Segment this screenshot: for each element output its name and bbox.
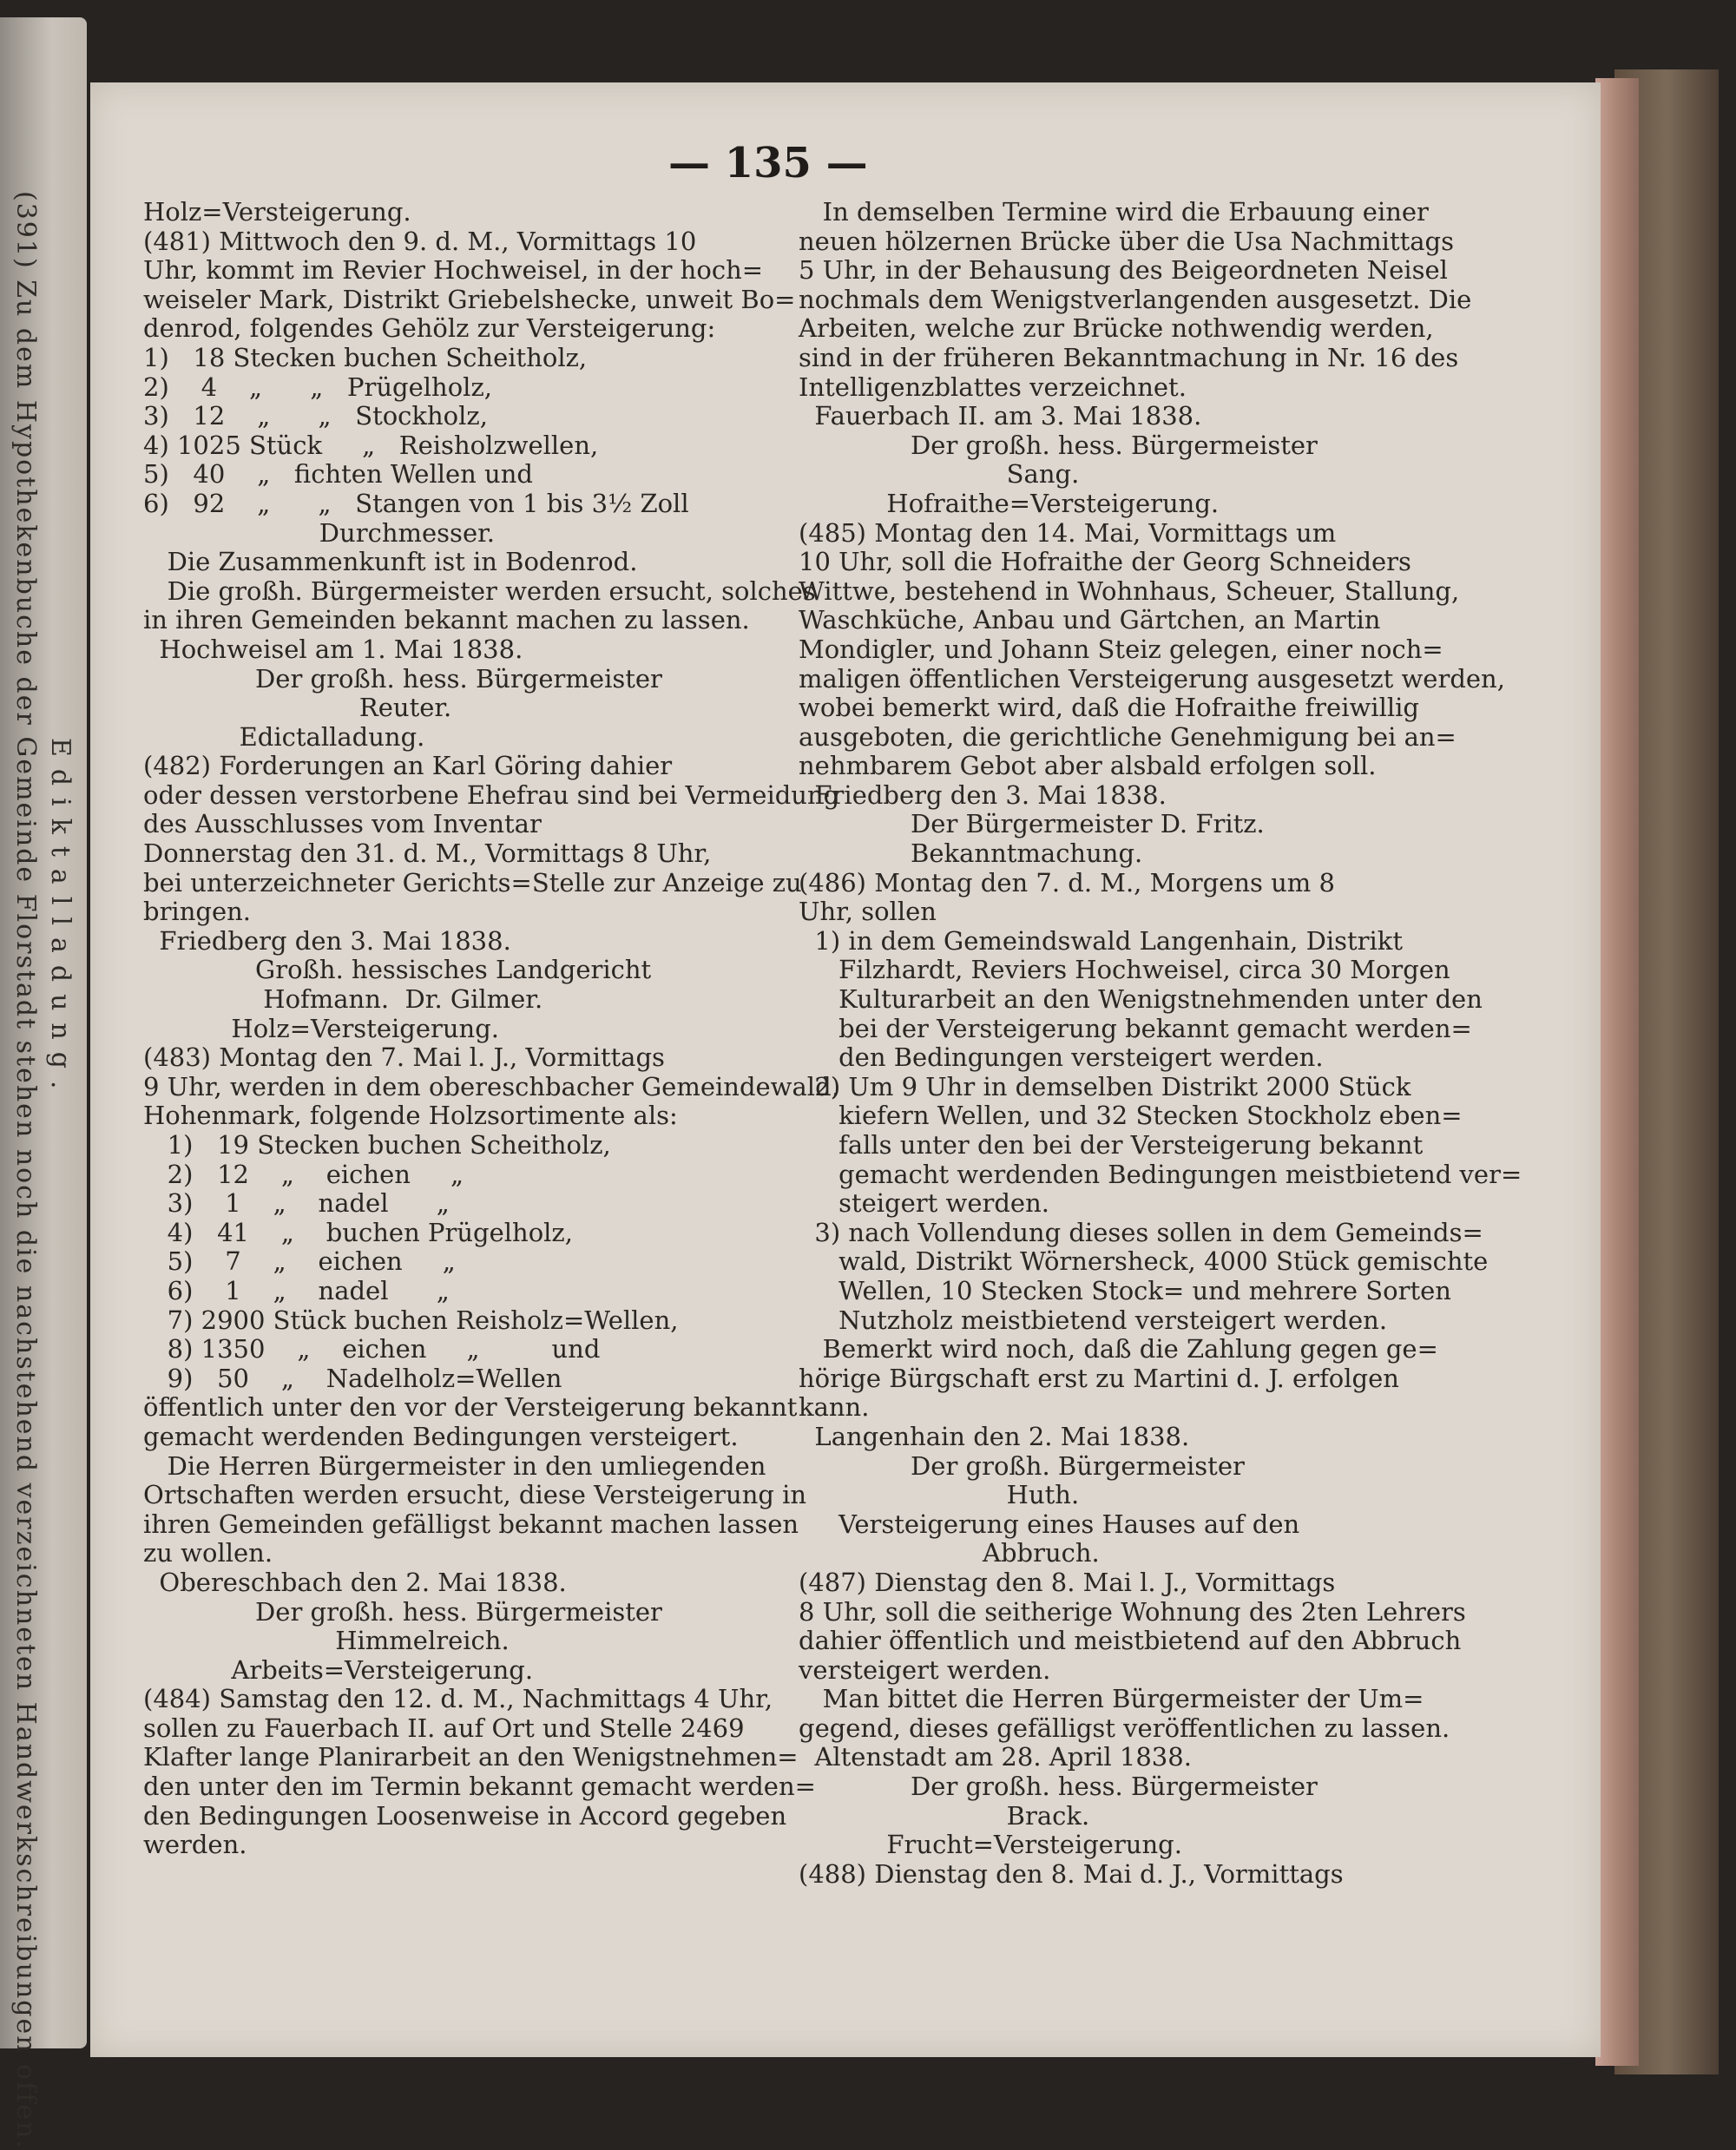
text-line: nehmbarem Gebot aber alsbald erfolgen soll. bbox=[799, 751, 1377, 781]
text-line: gemacht werdenden Bedingungen meistbietend ver= bbox=[799, 1159, 1522, 1189]
text-line: Der großh. hess. Bürgermeister bbox=[799, 430, 1318, 460]
text-line: wald, Distrikt Wörnersheck, 4000 Stück gemischte bbox=[799, 1246, 1489, 1277]
text-line: 1) 18 Stecken buchen Scheitholz, bbox=[143, 342, 588, 372]
text-line: Donnerstag den 31. d. M., Vormittags 8 Uhr, bbox=[143, 838, 712, 869]
text-line: 9) 50 „ Nadelholz=Wellen bbox=[143, 1363, 562, 1393]
text-line: gemacht werdenden Bedingungen versteigert. bbox=[143, 1421, 739, 1451]
text-line: Uhr, kommt im Revier Hochweisel, in der hoch= bbox=[143, 255, 764, 286]
text-line: 3) 1 „ nadel „ bbox=[143, 1188, 450, 1219]
text-line: falls unter den bei der Versteigerung bekannt bbox=[799, 1130, 1424, 1160]
text-line: maligen öffentlichen Versteigerung ausgesetzt werden, bbox=[799, 663, 1505, 694]
text-line: 1) 19 Stecken buchen Scheitholz, bbox=[143, 1130, 611, 1160]
text-line: oder dessen verstorbene Ehefrau sind bei Vermeidung bbox=[143, 779, 840, 810]
text-line: gegend, dieses gefälligst veröffentlichen zu lassen. bbox=[799, 1713, 1450, 1743]
text-line: sollen zu Fauerbach II. auf Ort und Stelle 2469 bbox=[143, 1713, 745, 1743]
text-line: neuen hölzernen Brücke über die Usa Nachmittags bbox=[799, 226, 1455, 256]
text-line: Der großh. Bürgermeister bbox=[799, 1450, 1245, 1481]
text-line: Abbruch. bbox=[799, 1538, 1100, 1568]
text-line: 10 Uhr, soll die Hofraithe der Georg Schneiders bbox=[799, 547, 1411, 577]
text-line: Intelligenzblattes verzeichnet. bbox=[799, 371, 1187, 402]
text-line: bei der Versteigerung bekannt gemacht werden= bbox=[799, 1013, 1472, 1043]
text-line: Frucht=Versteigerung. bbox=[799, 1830, 1182, 1860]
text-line: Nutzholz meistbietend versteigert werden. bbox=[799, 1305, 1388, 1335]
text-line: steigert werden. bbox=[799, 1188, 1049, 1219]
text-line: 6) 92 „ „ Stangen von 1 bis 3½ Zoll bbox=[143, 488, 689, 518]
text-line: 9 Uhr, werden in dem obereschbacher Gemeindewald, bbox=[143, 1071, 839, 1101]
text-line: (481) Mittwoch den 9. d. M., Vormittags 10 bbox=[143, 226, 697, 256]
page-edges bbox=[1595, 78, 1639, 2066]
text-line: In demselben Termine wird die Erbauung einer bbox=[799, 197, 1429, 227]
text-line: Der Bürgermeister D. Fritz. bbox=[799, 809, 1265, 839]
text-line: Filzhardt, Reviers Hochweisel, circa 30 Morgen bbox=[799, 955, 1450, 985]
text-line: Holz=Versteigerung. bbox=[143, 1013, 500, 1043]
text-line: 1) in dem Gemeindswald Langenhain, Distrikt bbox=[799, 925, 1403, 956]
text-line: Wittwe, bestehend in Wohnhaus, Scheuer, Stallung, bbox=[799, 575, 1460, 606]
text-line: sind in der früheren Bekanntmachung in Nr. 16 des bbox=[799, 342, 1459, 372]
text-line: Arbeits=Versteigerung. bbox=[143, 1654, 534, 1685]
text-line: Hohenmark, folgende Holzsortimente als: bbox=[143, 1101, 678, 1131]
text-line: Kulturarbeit an den Wenigstnehmenden unter den bbox=[799, 984, 1483, 1015]
previous-page-edge bbox=[0, 17, 87, 2150]
text-line: Obereschbach den 2. Mai 1838. bbox=[143, 1567, 567, 1597]
text-line: Edictalladung. bbox=[143, 721, 425, 752]
text-line: (483) Montag den 7. Mai l. J., Vormittags bbox=[143, 1042, 665, 1073]
vertical-margin-heading: Ediktalladung. bbox=[45, 738, 76, 1101]
text-line: 8) 1350 „ eichen „ und bbox=[143, 1334, 601, 1364]
text-line: (482) Forderungen an Karl Göring dahier bbox=[143, 751, 673, 781]
text-line: Reuter. bbox=[143, 693, 452, 723]
text-line: Hofraithe=Versteigerung. bbox=[799, 488, 1220, 518]
text-line: Man bittet die Herren Bürgermeister der Um= bbox=[799, 1684, 1424, 1714]
text-line: kiefern Wellen, und 32 Stecken Stockholz eben= bbox=[799, 1101, 1463, 1131]
text-line: Langenhain den 2. Mai 1838. bbox=[799, 1421, 1190, 1451]
text-line: bei unterzeichneter Gerichts=Stelle zur Anzeige zu bbox=[143, 867, 802, 897]
text-line: 3) 12 „ „ Stockholz, bbox=[143, 401, 488, 431]
text-line: Friedberg den 3. Mai 1838. bbox=[143, 925, 511, 956]
text-line: 8 Uhr, soll die seitherige Wohnung des 2ten Lehrers bbox=[799, 1596, 1466, 1627]
text-line: 5 Uhr, in der Behausung des Beigeordneten Neisel bbox=[799, 255, 1448, 286]
vertical-margin-note: (391) Zu dem Hypothekenbuche der Gemeinde Florstadt stehen noch die nachstehend verzeichneten Handwerkschreibungen offen. bbox=[10, 191, 41, 2150]
text-line: Friedberg den 3. Mai 1838. bbox=[799, 779, 1167, 810]
text-line: Der großh. hess. Bürgermeister bbox=[799, 1772, 1318, 1802]
text-line: Mondigler, und Johann Steiz gelegen, einer noch= bbox=[799, 634, 1443, 664]
text-line: Huth. bbox=[799, 1480, 1080, 1510]
text-line: 5) 7 „ eichen „ bbox=[143, 1246, 456, 1277]
text-line: Der großh. hess. Bürgermeister bbox=[143, 663, 662, 694]
text-line: öffentlich unter den vor der Versteigerung bekannt bbox=[143, 1392, 798, 1423]
text-line: Wellen, 10 Stecken Stock= und mehrere Sorten bbox=[799, 1275, 1451, 1305]
text-line: (485) Montag den 14. Mai, Vormittags um bbox=[799, 517, 1337, 548]
text-line: Die großh. Bürgermeister werden ersucht, solches bbox=[143, 575, 816, 606]
text-line: Versteigerung eines Hauses auf den bbox=[799, 1509, 1300, 1539]
text-line: werden. bbox=[143, 1830, 247, 1860]
text-line: Hochweisel am 1. Mai 1838. bbox=[143, 634, 523, 664]
text-line: den unter den im Termin bekannt gemacht werden= bbox=[143, 1772, 816, 1802]
text-line: 6) 1 „ nadel „ bbox=[143, 1275, 450, 1305]
text-line: Durchmesser. bbox=[143, 517, 495, 548]
text-line: denrod, folgendes Gehölz zur Versteigerung: bbox=[143, 313, 716, 344]
text-line: 3) nach Vollendung dieses sollen in dem Gemeinds= bbox=[799, 1217, 1483, 1247]
text-line: 2) Um 9 Uhr in demselben Distrikt 2000 Stück bbox=[799, 1071, 1411, 1101]
text-line: Ortschaften werden ersucht, diese Versteigerung in bbox=[143, 1480, 807, 1510]
text-line: dahier öffentlich und meistbietend auf den Abbruch bbox=[799, 1626, 1462, 1656]
text-line: ausgeboten, die gerichtliche Genehmigung bei an= bbox=[799, 721, 1457, 752]
left-text-column bbox=[143, 197, 840, 1860]
text-line: weiseler Mark, Distrikt Griebelshecke, unweit Bo= bbox=[143, 284, 796, 314]
text-line: des Ausschlusses vom Inventar bbox=[143, 809, 542, 839]
text-line: Brack. bbox=[799, 1800, 1090, 1831]
text-line: Fauerbach II. am 3. Mai 1838. bbox=[799, 401, 1202, 431]
text-line: den Bedingungen Loosenweise in Accord gegeben bbox=[143, 1800, 787, 1831]
text-line: Großh. hessisches Landgericht bbox=[143, 955, 652, 985]
text-line: den Bedingungen versteigert werden. bbox=[799, 1042, 1324, 1073]
text-line: (487) Dienstag den 8. Mai l. J., Vormittags bbox=[799, 1567, 1336, 1597]
text-line: wobei bemerkt wird, daß die Hofraithe freiwillig bbox=[799, 693, 1419, 723]
text-line: versteigert werden. bbox=[799, 1654, 1051, 1685]
text-line: Sang. bbox=[799, 459, 1080, 490]
right-text-column bbox=[799, 197, 1522, 1889]
text-line: Die Zusammenkunft ist in Bodenrod. bbox=[143, 547, 638, 577]
text-line: Bekanntmachung. bbox=[799, 838, 1143, 869]
text-line: bringen. bbox=[143, 897, 252, 927]
text-line: nochmals dem Wenigstverlangenden ausgesetzt. Die bbox=[799, 284, 1472, 314]
text-line: zu wollen. bbox=[143, 1538, 273, 1568]
text-line: Holz=Versteigerung. bbox=[143, 197, 411, 227]
text-line: (488) Dienstag den 8. Mai d. J., Vormittags bbox=[799, 1858, 1344, 1889]
text-line: Der großh. hess. Bürgermeister bbox=[143, 1596, 662, 1627]
text-line: Klafter lange Planirarbeit an den Wenigstnehmen= bbox=[143, 1742, 799, 1772]
text-line: Uhr, sollen bbox=[799, 897, 937, 927]
text-line: 5) 40 „ fichten Wellen und bbox=[143, 459, 533, 490]
text-line: Arbeiten, welche zur Brücke nothwendig werden, bbox=[799, 313, 1434, 344]
text-line: Hofmann. Dr. Gilmer. bbox=[143, 984, 543, 1015]
text-line: Himmelreich. bbox=[143, 1626, 510, 1656]
page-number: — 135 — bbox=[668, 139, 868, 187]
text-line: Die Herren Bürgermeister in den umliegenden bbox=[143, 1450, 766, 1481]
text-line: in ihren Gemeinden bekannt machen zu lassen. bbox=[143, 605, 750, 635]
text-line: kann. bbox=[799, 1392, 870, 1423]
text-line: 2) 4 „ „ Prügelholz, bbox=[143, 371, 492, 402]
text-line: (486) Montag den 7. d. M., Morgens um 8 bbox=[799, 867, 1335, 897]
text-line: 4) 1025 Stück „ Reisholzwellen, bbox=[143, 430, 599, 460]
text-line: 7) 2900 Stück buchen Reisholz=Wellen, bbox=[143, 1305, 679, 1335]
text-line: hörige Bürgschaft erst zu Martini d. J. erfolgen bbox=[799, 1363, 1399, 1393]
text-line: Waschküche, Anbau und Gärtchen, an Martin bbox=[799, 605, 1381, 635]
text-line: 4) 41 „ buchen Prügelholz, bbox=[143, 1217, 573, 1247]
text-line: Bemerkt wird noch, daß die Zahlung gegen ge= bbox=[799, 1334, 1438, 1364]
text-line: (484) Samstag den 12. d. M., Nachmittags 4 Uhr, bbox=[143, 1684, 773, 1714]
text-line: ihren Gemeinden gefälligst bekannt machen lassen bbox=[143, 1509, 799, 1539]
text-line: 2) 12 „ eichen „ bbox=[143, 1159, 464, 1189]
text-line: Altenstadt am 28. April 1838. bbox=[799, 1742, 1192, 1772]
